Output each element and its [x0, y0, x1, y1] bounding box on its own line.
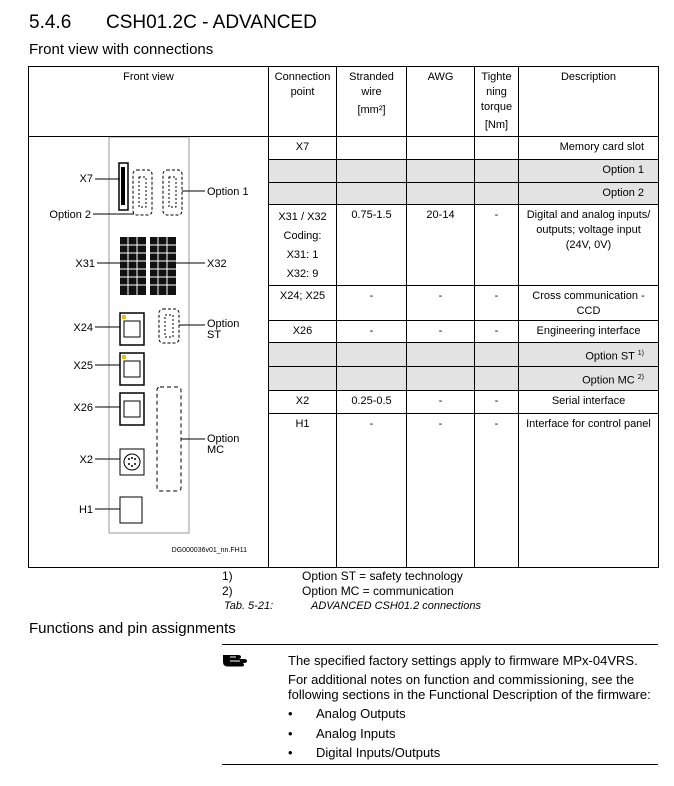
footnote-1-text: Option ST = safety technology [302, 569, 463, 583]
label-x2: X2 [79, 454, 93, 466]
wire-cell: - [337, 320, 407, 342]
torque-cell [475, 137, 519, 160]
wire-cell: - [337, 286, 407, 320]
awg-cell: - [407, 286, 475, 320]
rj45-x26 [120, 393, 144, 425]
desc-cell: Option 2 [519, 182, 659, 204]
desc-cell: Interface for control panel [519, 413, 659, 567]
desc-cell: Serial interface [519, 391, 659, 413]
label-option-mc-1: Option [207, 433, 240, 445]
desc-cell: Memory card slot [519, 137, 659, 160]
footnote-2-text: Option MC = communication [302, 584, 454, 598]
list-item: Analog Inputs [316, 726, 396, 741]
conn-cell: X24; X25 [269, 286, 337, 320]
rj45-x24 [120, 313, 144, 345]
front-view-heading: Front view with connections [29, 41, 214, 58]
awg-cell: 20-14 [407, 204, 475, 285]
header-description: Description [519, 67, 659, 137]
terminal-block-x31 [120, 237, 146, 295]
functions-heading: Functions and pin assignments [29, 620, 236, 637]
conn-cell: H1 [269, 413, 337, 567]
wire-cell: 0.75-1.5 [337, 204, 407, 285]
awg-cell: - [407, 413, 475, 567]
note-top-divider [222, 644, 658, 645]
table-caption-label: Tab. 5-21: [224, 600, 274, 612]
note-line1: The specified factory settings apply to firmware MPx-04VRS. [288, 653, 638, 668]
conn-cell: X31 / X32 Coding: X31: 1 X32: 9 [269, 204, 337, 285]
label-x24: X24 [73, 322, 93, 334]
serial-x2 [120, 449, 144, 475]
conn-cell: X26 [269, 320, 337, 342]
table-caption-text: ADVANCED CSH01.2 connections [311, 600, 481, 612]
note-bottom-divider [222, 764, 658, 765]
desc-cell: Option 1 [519, 160, 659, 182]
torque-cell: - [475, 391, 519, 413]
header-connection-point: Connection point [269, 67, 337, 137]
desc-cell: Digital and analog inputs/ outputs; voltage input (24V, 0V) [519, 204, 659, 285]
conn-cell: X7 [269, 137, 337, 160]
figure-id: DG000036v01_nn.FH11 [171, 547, 247, 554]
terminal-block-x32 [150, 237, 176, 295]
bullet-dot: • [288, 706, 293, 721]
label-x32: X32 [207, 258, 227, 270]
label-h1: H1 [78, 504, 93, 516]
wire-cell [337, 137, 407, 160]
footnote-1-num: 1) [222, 569, 233, 583]
desc-cell: Cross communication - CCD [519, 286, 659, 320]
list-item: Digital Inputs/Outputs [316, 745, 441, 760]
label-option-mc-2: MC [207, 444, 225, 456]
rj45-x25 [120, 353, 144, 385]
memory-card-slot-inner [121, 167, 125, 205]
note-paragraph: For additional notes on function and commissioning, see the following sections in the Functional Description of the firmware: [288, 672, 651, 702]
front-view-diagram [29, 137, 269, 567]
label-x7: X7 [79, 173, 93, 185]
bullet-dot: • [288, 745, 293, 760]
connections-table [28, 66, 659, 568]
label-option-st-1: Option [207, 318, 240, 330]
desc-cell: Option ST $^{1)}$ [519, 342, 659, 366]
header-stranded-wire: Stranded wire [mm²] [337, 67, 407, 137]
label-x31: X31 [75, 258, 95, 270]
torque-cell: - [475, 413, 519, 567]
panel-h1 [120, 497, 142, 523]
list-item: Analog Outputs [316, 706, 406, 721]
wire-cell: - [337, 413, 407, 567]
desc-cell: Engineering interface [519, 320, 659, 342]
footnote-2-num: 2) [222, 584, 233, 598]
section-number: 5.4.6 [29, 12, 72, 33]
label-option-st-2: ST [207, 329, 222, 341]
front-view-diagram-cell [29, 137, 269, 568]
awg-cell: - [407, 320, 475, 342]
label-x26: X26 [73, 402, 93, 414]
label-option2: Option 2 [49, 209, 91, 221]
section-title: CSH01.2C - ADVANCED [106, 12, 317, 33]
header-torque: Tighte ning torque [Nm] [475, 67, 519, 137]
wire-cell: 0.25-0.5 [337, 391, 407, 413]
conn-cell: X2 [269, 391, 337, 413]
label-x25: X25 [73, 360, 93, 372]
desc-cell: Option MC $^{2)}$ [519, 367, 659, 391]
bullet-dot: • [288, 726, 293, 741]
torque-cell: - [475, 286, 519, 320]
torque-cell: - [475, 320, 519, 342]
pointing-hand-icon [222, 651, 250, 672]
awg-cell: - [407, 391, 475, 413]
header-awg: AWG [407, 67, 475, 137]
label-option1: Option 1 [207, 186, 249, 198]
header-front-view: Front view [29, 67, 269, 137]
torque-cell: - [475, 204, 519, 285]
awg-cell [407, 137, 475, 160]
